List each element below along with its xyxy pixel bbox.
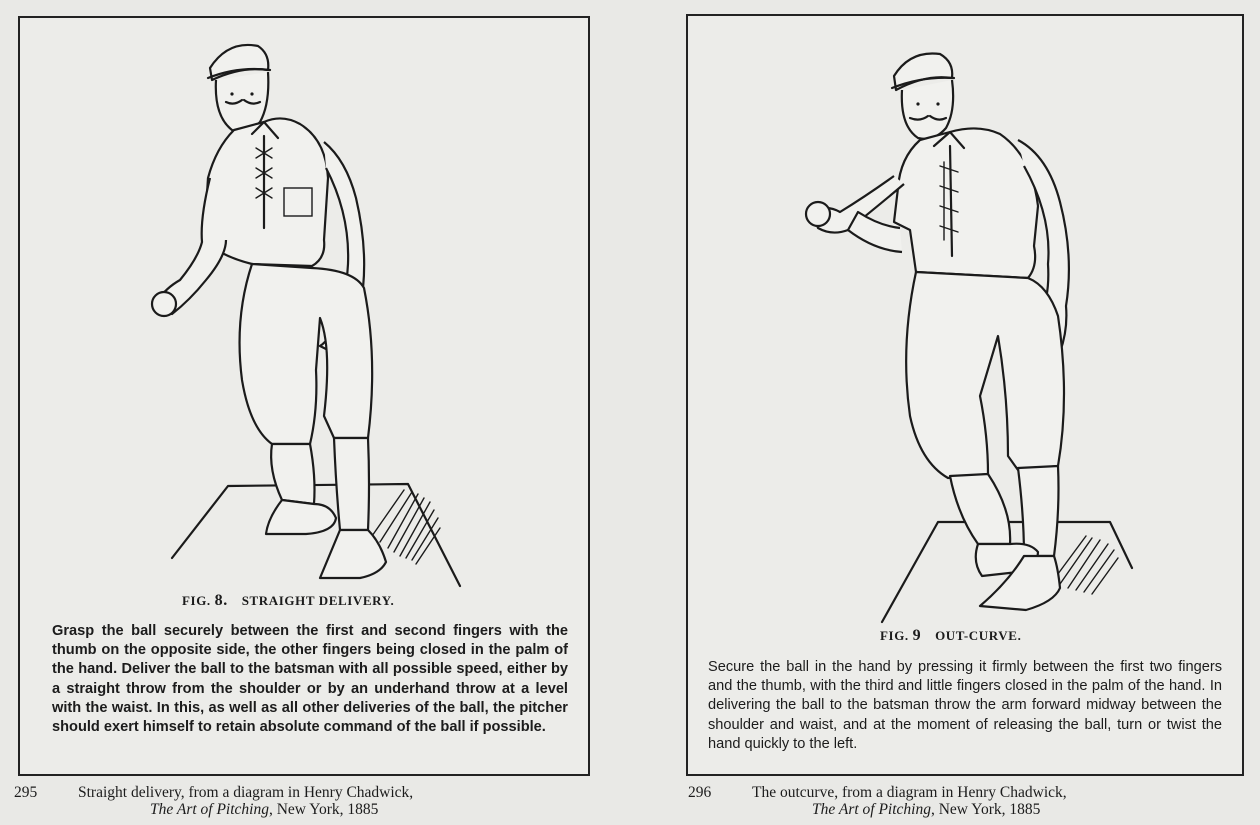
pitcher-illustration-out-curve (688, 16, 1242, 636)
caption-publication: , New York, 1885 (930, 801, 1041, 818)
plate-number: 295 (14, 784, 38, 801)
figure-title: OUT-CURVE. (935, 628, 1022, 643)
figure-number: 8. (214, 592, 228, 609)
caption-line-1: The outcurve, from a diagram in Henry Chadwick, (752, 784, 1067, 801)
caption-line-2 (812, 801, 1040, 818)
figure-caption (880, 627, 1021, 645)
figure-label: FIG. (182, 593, 211, 608)
figure-title: STRAIGHT DELIVERY. (241, 593, 395, 608)
figure-description: Grasp the ball securely between the first and second fingers with the thumb on the opposite side, the other fingers being closed in the palm of the hand. Deliver the ball to the batsman with all possible speed, either by a straight throw from the shoulder or by an underhand throw at a level with the waist. In this, as well as all other deliveries of the ball, the pitcher should exert himself to retain absolute command of the ball if possible. (52, 623, 568, 736)
caption-publication: , New York, 1885 (268, 801, 379, 818)
figure-panel-straight-delivery (18, 16, 590, 776)
book-title: The Art of Pitching (812, 801, 931, 818)
caption-line-2 (150, 801, 378, 818)
figure-label: FIG. (880, 628, 909, 643)
figure-panel-out-curve (686, 14, 1244, 776)
pitcher-illustration-straight-delivery (20, 18, 588, 598)
plate-number: 296 (688, 784, 712, 801)
caption-line-1: Straight delivery, from a diagram in Henry Chadwick, (78, 784, 414, 801)
book-title: The Art of Pitching (150, 801, 269, 818)
figure-description: Secure the ball in the hand by pressing it firmly between the first two fingers and the thumb, with the third and little fingers closed in the palm of the hand. In delivering the ball to the batsman throw the arm forward midway between the shoulder and waist, and at the moment of releasing the ball, turn or twist the hand quickly to the left. (708, 659, 1222, 752)
figure-caption (182, 592, 394, 610)
figure-number: 9 (912, 627, 922, 644)
